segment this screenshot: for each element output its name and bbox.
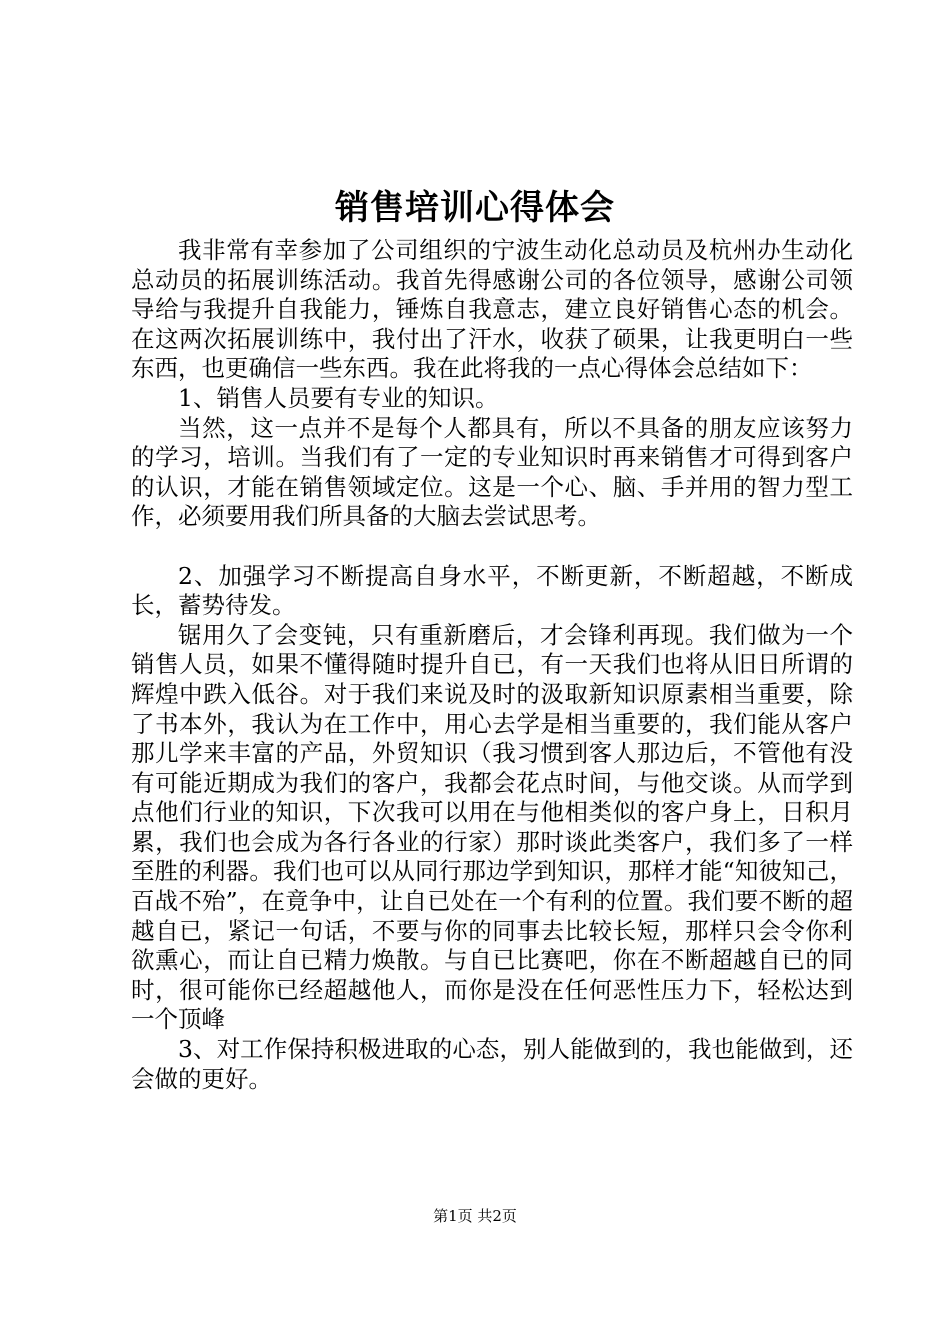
- page-number: 第1页 共2页: [433, 1207, 517, 1225]
- section-heading-1: 1、销售人员要有专业的知识。: [178, 383, 499, 412]
- blank-line: [131, 532, 853, 562]
- section-heading-3: 3、对工作保持积极进取的心态，别人能做到的，我也能做到，还会做的更好。: [131, 1035, 853, 1093]
- paragraph-section-1: 当然，这一点并不是每个人都具有，所以不具备的朋友应该努力的学习，培训。当我们有了一定的专业知识时再来销售才可得到客户的认识，才能在销售领域定位。这是一个心、脑、手并用的智力型工作，必须要用我们所具备的大脑去尝试思考。: [131, 413, 853, 531]
- paragraph-section-2: 锯用久了会变钝，只有重新磨后，才会锋利再现。我们做为一个销售人员，如果不懂得随时提升自已，有一天我们也将从旧日所谓的辉煌中跌入低谷。对于我们来说及时的汲取新知识原素相当重要，除了书本外，我认为在工作中，用心去学是相当重要的，我们能从客户那儿学来丰富的产品，外贸知识（我习惯到客人那边后，不管他有没有可能近期成为我们的客户，我都会花点时间，与他交谈。从而学到点他们行业的知识，下次我可以用在与他相类似的客户身上，日积月累，我们也会成为各行各业的行家）那时谈此类客户，我们多了一样至胜的利器。我们也可以从同行那边学到知识，那样才能“知彼知己，百战不殆”，在竟争中，让自已处在一个有利的位置。我们要不断的超越自已，紧记一句话，不要与你的同事去比较长短，那样只会令你利欲熏心，而让自已精力焕散。与自已比赛吧，你在不断超越自已的同时，很可能你已经超越他人，而你是没在任何恶性压力下，轻松达到一个顶峰: [131, 620, 853, 1034]
- paragraph-intro: 我非常有幸参加了公司组织的宁波生动化总动员及杭州办生动化总动员的拓展训练活动。我首先得感谢公司的各位领导，感谢公司领导给与我提升自我能力，锤炼自我意志，建立良好销售心态的机会。在这两次拓展训练中，我付出了汗水，收获了硕果，让我更明白一些东西，也更确信一些东西。我在此将我的一点心得体会总结如下：: [131, 236, 853, 383]
- document-body: [131, 236, 853, 1094]
- section-heading-2: 2、加强学习不断提高自身水平，不断更新，不断超越，不断成长，蓄势待发。: [131, 561, 853, 620]
- document-title: 销售培训心得体会: [335, 188, 615, 228]
